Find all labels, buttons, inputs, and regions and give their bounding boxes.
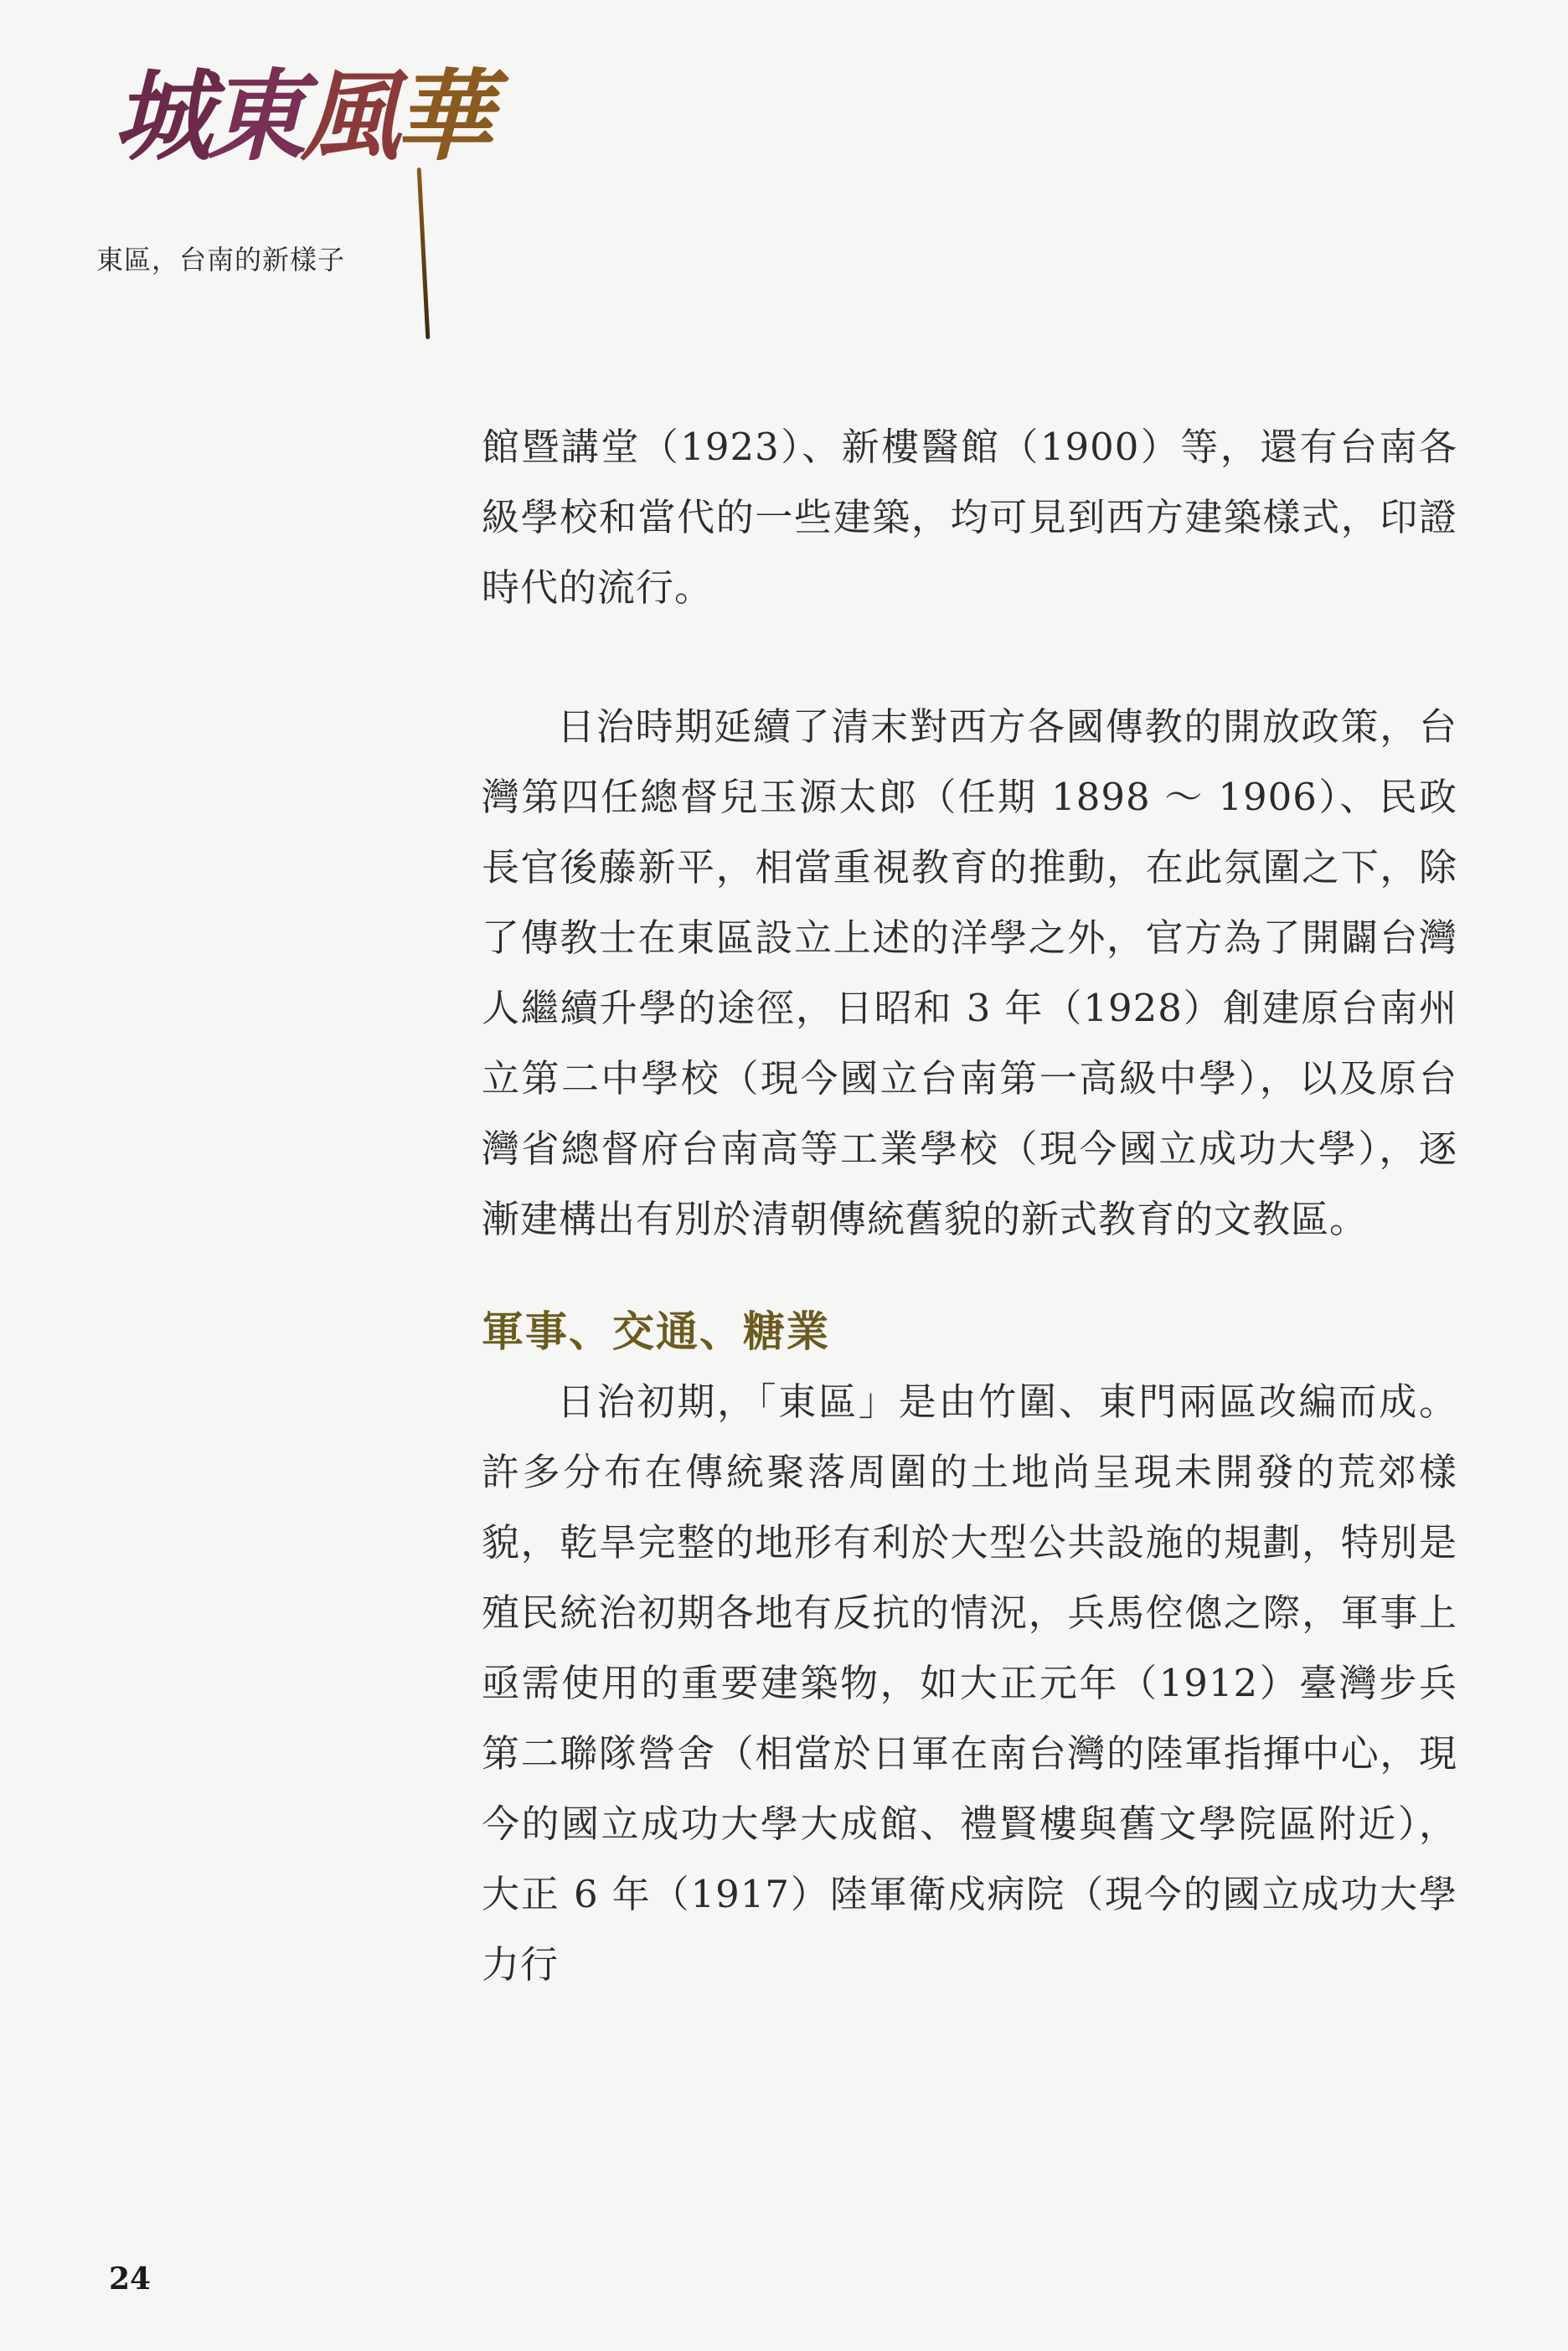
calligraphy-stroke-decoration xyxy=(417,168,431,339)
paragraph-military: 日治初期，「東區」是由竹圍、東門兩區改編而成。許多分布在傳統聚落周圍的土地尚呈現未開發的荒郊樣貌，乾旱完整的地形有利於大型公共設施的規劃，特別是殖民統治初期各地有反抗的情況，兵馬倥傯之際，軍事上亟需使用的重要建築物，如大正元年（1912）臺灣步兵第二聯隊營舍（相當於日軍在南台灣的陸軍指揮中心，現今的國立成功大學大成館、禮賢樓與舊文學院區附近），大正 6 年（1917）陸軍衛戍病院（現今的國立成功大學力行 xyxy=(482,1379,1457,1987)
header-subtitle: 東區，台南的新樣子 xyxy=(96,244,346,276)
main-text xyxy=(482,412,1457,2000)
logo-char-2: 東 xyxy=(207,58,302,174)
calligraphy-logo xyxy=(113,58,489,174)
page-header xyxy=(96,58,498,285)
paragraph-continued: 館暨講堂（1923）、新樓醫館（1900）等，還有台南各級學校和當代的一些建築，均可見到西方建築樣式，印證時代的流行。 xyxy=(482,425,1457,610)
paragraph-education: 日治時期延續了清末對西方各國傳教的開放政策，台灣第四任總督兒玉源太郎（任期 1898 ～ 1906）、民政長官後藤新平，相當重視教育的推動，在此氛圍之下，除了傳教士在東區設立上述的洋學之外，官方為了開闢台灣人繼續升學的途徑，日昭和 3 年（1928）創建原台南州立第二中學校（現今國立台南第一高級中學），以及原台灣省總督府台南高等工業學校（現今國立成功大學），逐漸建構出有別於清朝傳統舊貌的新式教育的文教區。 xyxy=(482,704,1457,1241)
section-spacer xyxy=(482,1255,1457,1305)
logo-char-3: 風 xyxy=(301,58,395,174)
section-heading: 軍事、交通、糖業 xyxy=(482,1307,830,1356)
page-number: 24 xyxy=(109,2261,152,2297)
logo-char-1: 城 xyxy=(113,58,208,174)
logo-char-4: 華 xyxy=(395,58,489,174)
paragraph-spacer xyxy=(482,623,1457,692)
